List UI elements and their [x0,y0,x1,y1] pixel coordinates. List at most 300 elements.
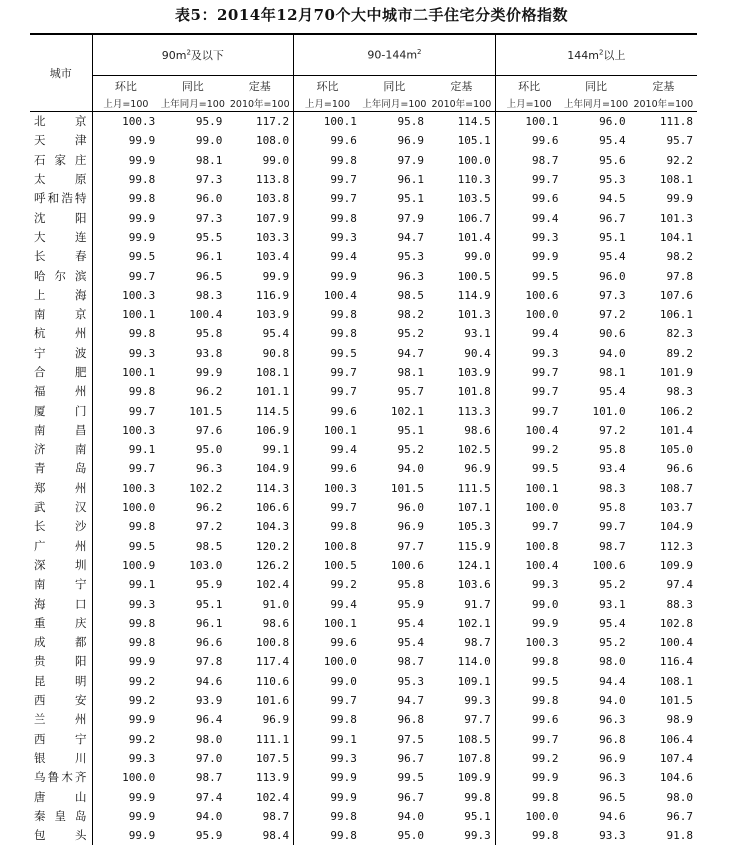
city-name-cell: 南昌 [30,421,92,440]
subheader-label: 定基 [226,76,293,96]
index-value-cell: 101.5 [390,481,425,495]
index-value-cell: 96.1 [397,173,425,187]
city-name-cell: 南宁 [30,575,92,594]
subheader-label: 同比 [181,79,204,93]
group-header-under-90: $90m^2$及以下 [92,34,294,76]
index-value-cell: 95.4 [599,385,626,399]
subheader-label: 环比 [114,79,137,93]
index-value-cell: 95.2 [397,327,425,341]
index-value-cell: 96.3 [195,462,223,476]
index-value-cell: 103.8 [226,189,293,208]
subheader-label: 定基 [652,79,675,93]
index-value-cell: 97.8 [195,655,223,669]
table-row [30,633,697,652]
index-value-cell: 103.6 [428,575,495,594]
index-value-cell: 101.4 [659,423,693,437]
subheader-base: 2010年=100 [226,95,293,112]
index-value-cell: 100.3 [525,636,559,650]
index-value-cell: 99.6 [531,713,559,727]
index-value-cell: 99.5 [531,269,559,283]
index-value-cell: 96.8 [397,713,425,727]
index-value-cell: 108.1 [659,173,693,187]
index-value-cell: 99.0 [428,247,495,266]
index-value-cell: 94.5 [599,192,626,206]
index-value-cell: 99.7 [531,385,559,399]
index-value-cell: 109.1 [428,672,495,691]
table-row [30,286,697,305]
index-value-cell: 98.1 [397,366,425,379]
index-value-cell: 99.1 [128,578,156,592]
index-value-cell: 95.8 [397,115,425,129]
index-value-cell: 96.7 [397,751,425,765]
index-value-cell: 96.3 [599,713,626,727]
table-row [30,247,697,266]
index-value-cell: 95.9 [195,829,223,843]
table-row [30,363,697,382]
index-value-cell: 103.4 [226,247,293,266]
table-row [30,672,697,691]
city-name-cell: 武汉 [30,498,92,517]
table-row [30,537,697,556]
subheader-label: 环比 [316,79,339,93]
table-row [30,730,697,749]
city-name-cell: 厦门 [30,401,92,420]
index-value-cell: 104.9 [226,459,293,478]
index-value-cell: 101.0 [592,404,626,418]
table-row [30,189,697,208]
index-value-cell: 100.9 [122,558,156,572]
index-value-cell: 99.5 [128,539,156,553]
index-value-cell: 95.9 [195,115,223,129]
subheader-base: 2010年=100 [630,95,697,112]
index-value-cell: 102.4 [226,787,293,806]
index-value-cell: 100.1 [323,423,357,437]
index-value-cell: 99.6 [531,134,559,148]
subheader-label: 同比 [383,79,406,93]
index-value-cell: 105.3 [428,517,495,536]
index-value-cell: 99.9 [195,366,223,379]
city-name-cell: 秦皇岛 [30,807,92,826]
index-value-cell: 99.7 [128,462,156,476]
index-value-cell: 104.3 [226,517,293,536]
city-name-cell: 广州 [30,537,92,556]
index-value-cell: 94.4 [599,674,626,688]
table-title: 表5：2014年12月70个大中城市二手住宅分类价格指数 [175,6,568,24]
index-value-cell: 95.4 [599,134,626,148]
index-value-cell: 99.7 [330,385,357,399]
index-value-cell: 88.3 [666,597,693,611]
index-value-cell: 114.3 [226,479,293,498]
table-row [30,112,697,132]
index-value-cell: 100.1 [122,308,156,322]
city-name-cell: 郑州 [30,479,92,498]
table-row [30,749,697,768]
index-value-cell: 98.2 [397,308,425,322]
index-value-cell: 99.8 [330,713,357,727]
index-value-cell: 100.1 [323,115,357,129]
index-value-cell: 100.0 [122,501,156,515]
table-row [30,344,697,363]
index-value-cell: 100.0 [122,771,156,785]
index-value-cell: 106.1 [659,308,693,322]
index-value-cell: 96.0 [599,269,626,283]
index-value-cell: 99.7 [330,173,357,187]
index-value-cell: 99.8 [128,385,156,399]
index-value-cell: 92.2 [666,153,693,167]
subheader-base: 上年同月=100 [361,95,428,112]
index-value-cell: 96.9 [397,134,425,148]
index-value-cell: 99.3 [128,597,156,611]
index-value-cell: 95.1 [195,597,223,611]
index-value-cell: 99.1 [226,440,293,459]
index-value-cell: 99.4 [330,250,357,264]
index-value-cell: 93.4 [599,462,626,476]
index-value-cell: 97.3 [195,173,223,187]
city-name-cell: 唐山 [30,787,92,806]
index-value-cell: 100.1 [323,616,357,630]
index-value-cell: 99.8 [531,694,559,708]
index-value-cell: 99.8 [330,809,357,823]
index-value-cell: 100.3 [122,423,156,437]
index-value-cell: 98.6 [226,614,293,633]
index-value-cell: 98.1 [195,153,223,167]
index-value-cell: 96.7 [666,809,693,823]
index-value-cell: 99.9 [531,771,559,785]
index-value-cell: 107.6 [659,288,693,302]
subheader-base: 上月=100 [294,95,361,112]
index-value-cell: 101.5 [189,404,223,418]
index-value-cell: 115.9 [428,537,495,556]
index-value-cell: 99.8 [330,327,357,341]
index-value-cell: 99.9 [128,790,156,804]
index-value-cell: 99.4 [531,327,559,341]
index-value-cell: 97.4 [666,578,693,592]
index-value-cell: 100.0 [428,151,495,170]
table-row [30,652,697,671]
index-value-cell: 95.9 [397,597,425,611]
index-value-cell: 100.3 [122,481,156,495]
index-value-cell: 99.3 [531,230,559,244]
index-value-cell: 104.9 [659,520,693,534]
table-row [30,710,697,729]
subheader-base: 上月=100 [495,95,562,112]
index-value-cell: 95.8 [599,443,626,457]
index-value-cell: 97.5 [397,732,425,746]
index-value-cell: 99.9 [330,269,357,283]
index-value-cell: 99.2 [531,443,559,457]
index-value-cell: 95.1 [599,230,626,244]
index-value-cell: 96.0 [397,501,425,515]
index-value-cell: 99.7 [330,366,357,379]
index-value-cell: 99.8 [531,829,559,843]
index-value-cell: 95.2 [599,636,626,650]
index-value-cell: 102.1 [428,614,495,633]
city-name-cell: 重庆 [30,614,92,633]
table-row [30,768,697,787]
index-value-cell: 99.8 [128,616,156,630]
index-value-cell: 116.9 [226,286,293,305]
index-value-cell: 98.7 [226,807,293,826]
index-value-cell: 93.1 [599,597,626,611]
index-value-cell: 97.9 [397,211,425,225]
index-value-cell: 108.5 [428,730,495,749]
index-value-cell: 95.5 [195,230,223,244]
index-value-cell: 95.9 [195,578,223,592]
index-value-cell: 104.6 [659,771,693,785]
index-value-cell: 99.7 [531,366,559,379]
index-value-cell: 100.4 [659,636,693,650]
price-index-table [30,33,697,845]
index-value-cell: 107.8 [428,749,495,768]
index-value-cell: 97.2 [195,520,223,534]
index-value-cell: 97.9 [397,153,425,167]
index-value-cell: 103.7 [659,501,693,515]
index-value-cell: 107.9 [226,208,293,227]
index-value-cell: 99.3 [128,346,156,360]
table-row [30,131,697,150]
city-name-cell: 杭州 [30,324,92,343]
index-value-cell: 96.0 [599,115,626,129]
index-value-cell: 99.8 [330,211,357,225]
index-value-cell: 108.1 [226,363,293,382]
table-row [30,459,697,478]
index-value-cell: 99.7 [531,173,559,187]
index-value-cell: 113.3 [428,401,495,420]
table-row [30,382,697,401]
city-name-cell: 西宁 [30,730,92,749]
index-value-cell: 99.9 [666,192,693,206]
index-value-cell: 99.2 [531,751,559,765]
index-value-cell: 114.5 [428,112,495,132]
index-value-cell: 102.8 [659,616,693,630]
index-value-cell: 97.4 [195,790,223,804]
index-value-cell: 99.9 [128,230,156,244]
table-row [30,421,697,440]
index-value-cell: 102.4 [226,575,293,594]
city-name-cell: 兰州 [30,710,92,729]
index-value-cell: 99.9 [128,809,156,823]
index-value-cell: 99.2 [330,578,357,592]
index-value-cell: 126.2 [226,556,293,575]
index-value-cell: 99.9 [128,211,156,225]
index-value-cell: 114.5 [226,401,293,420]
group-header-90-144: $90-144m^2$ [294,34,496,76]
index-value-cell: 99.2 [128,694,156,708]
index-value-cell: 100.0 [525,809,559,823]
table-row [30,305,697,324]
index-value-cell: 103.5 [428,189,495,208]
index-value-cell: 93.3 [599,829,626,843]
index-value-cell: 105.1 [428,131,495,150]
index-value-cell: 98.7 [397,655,425,669]
index-value-cell: 98.2 [666,250,693,264]
index-value-cell: 111.8 [659,115,693,129]
index-value-cell: 98.5 [397,288,425,302]
index-value-cell: 99.6 [330,404,357,418]
index-value-cell: 99.7 [128,404,156,418]
table-row [30,787,697,806]
index-value-cell: 91.0 [226,594,293,613]
index-value-cell: 99.9 [531,616,559,630]
index-value-cell: 96.7 [397,790,425,804]
index-value-cell: 98.1 [599,366,626,379]
index-value-cell: 99.7 [531,404,559,418]
table-row [30,826,697,845]
index-value-cell: 117.4 [226,652,293,671]
index-value-cell: 99.4 [330,597,357,611]
index-value-cell: 100.6 [592,558,626,572]
subheader-label: 同比 [585,79,608,93]
index-value-cell: 99.0 [531,597,559,611]
subheader-base: 上年同月=100 [159,95,226,112]
index-value-cell: 103.3 [226,228,293,247]
index-value-cell: 99.3 [330,751,357,765]
index-value-cell: 97.2 [599,308,626,322]
index-value-cell: 99.9 [330,790,357,804]
index-value-cell: 96.1 [195,616,223,630]
index-value-cell: 105.0 [659,443,693,457]
index-value-cell: 94.0 [195,809,223,823]
city-name-cell: 贵阳 [30,652,92,671]
index-value-cell: 98.3 [599,481,626,495]
table-row [30,498,697,517]
table-row [30,208,697,227]
index-value-cell: 94.0 [599,346,626,360]
index-value-cell: 107.4 [659,751,693,765]
city-name-cell: 南京 [30,305,92,324]
index-value-cell: 101.6 [226,691,293,710]
group-header-over-144: $144m^2$以上 [495,34,697,76]
index-value-cell: 98.7 [428,633,495,652]
index-value-cell: 99.3 [128,751,156,765]
index-value-cell: 99.9 [128,713,156,727]
index-value-cell: 95.4 [397,616,425,630]
index-value-cell: 101.9 [659,366,693,379]
index-value-cell: 99.8 [128,327,156,341]
index-value-cell: 99.5 [531,674,559,688]
index-value-cell: 99.8 [531,655,559,669]
index-value-cell: 94.0 [397,809,425,823]
subheader-base: 上月=100 [92,95,159,112]
city-name-cell: 北京 [30,112,92,132]
index-value-cell: 113.9 [226,768,293,787]
index-value-cell: 89.2 [666,346,693,360]
table-row [30,324,697,343]
table-row [30,614,697,633]
index-value-cell: 99.7 [531,732,559,746]
index-value-cell: 96.1 [195,250,223,264]
index-value-cell: 99.5 [330,346,357,360]
index-value-cell: 102.2 [189,481,223,495]
index-value-cell: 102.5 [428,440,495,459]
index-value-cell: 99.8 [330,829,357,843]
index-value-cell: 102.1 [390,404,425,418]
index-value-cell: 99.4 [531,211,559,225]
index-value-cell: 95.4 [599,250,626,264]
index-value-cell: 95.7 [666,134,693,148]
index-value-cell: 99.8 [330,520,357,534]
subheader-base: 上年同月=100 [562,95,629,112]
index-value-cell: 98.5 [195,539,223,553]
city-name-cell: 乌鲁木齐 [30,768,92,787]
index-value-cell: 98.0 [599,655,626,669]
index-value-cell: 95.0 [195,443,223,457]
city-name-cell: 深圳 [30,556,92,575]
index-value-cell: 120.2 [226,537,293,556]
index-value-cell: 99.7 [599,520,626,534]
city-name-cell: 长沙 [30,517,92,536]
index-value-cell: 99.2 [128,732,156,746]
index-value-cell: 99.3 [428,826,495,845]
city-name-cell: 沈阳 [30,208,92,227]
index-value-cell: 99.9 [531,250,559,264]
index-value-cell: 90.8 [226,344,293,363]
index-value-cell: 96.9 [428,459,495,478]
index-value-cell: 99.8 [330,153,357,167]
index-value-cell: 96.6 [195,636,223,650]
index-value-cell: 99.3 [531,346,559,360]
index-value-cell: 111.1 [226,730,293,749]
index-value-cell: 95.4 [397,636,425,650]
index-value-cell: 98.3 [195,288,223,302]
index-value-cell: 99.0 [226,151,293,170]
index-value-cell: 100.6 [390,558,425,572]
index-value-cell: 91.7 [428,594,495,613]
index-value-cell: 116.4 [659,655,693,669]
index-value-cell: 90.4 [428,344,495,363]
index-value-cell: 99.9 [330,771,357,785]
index-value-cell: 114.9 [428,286,495,305]
index-value-cell: 99.3 [330,230,357,244]
index-value-cell: 98.0 [195,732,223,746]
subheader-base: 2010年=100 [428,95,495,112]
index-value-cell: 96.2 [195,385,223,399]
index-value-cell: 106.2 [659,404,693,418]
index-value-cell: 93.8 [195,346,223,360]
index-value-cell: 99.6 [330,636,357,650]
index-value-cell: 96.5 [195,269,223,283]
index-value-cell: 117.2 [226,112,293,132]
index-value-cell: 106.6 [226,498,293,517]
index-value-cell: 97.7 [397,539,425,553]
index-value-cell: 94.6 [195,674,223,688]
index-value-cell: 95.0 [397,829,425,843]
index-value-cell: 100.4 [525,423,559,437]
city-name-cell: 成都 [30,633,92,652]
index-value-cell: 99.0 [195,134,223,148]
index-value-cell: 94.0 [397,462,425,476]
index-value-cell: 108.7 [659,481,693,495]
table-row [30,594,697,613]
index-value-cell: 99.7 [330,694,357,708]
index-value-cell: 97.6 [195,423,223,437]
table-row [30,401,697,420]
index-value-cell: 100.3 [323,481,357,495]
city-name-cell: 昆明 [30,672,92,691]
city-name-cell: 呼和浩特 [30,189,92,208]
index-value-cell: 95.3 [397,250,425,264]
index-value-cell: 104.1 [659,230,693,244]
index-value-cell: 91.8 [666,829,693,843]
index-value-cell: 94.0 [599,694,626,708]
index-value-cell: 96.9 [226,710,293,729]
index-value-cell: 99.5 [128,250,156,264]
table-row [30,807,697,826]
index-value-cell: 99.3 [428,691,495,710]
index-value-cell: 93.1 [428,324,495,343]
table-row [30,479,697,498]
index-value-cell: 97.0 [195,751,223,765]
